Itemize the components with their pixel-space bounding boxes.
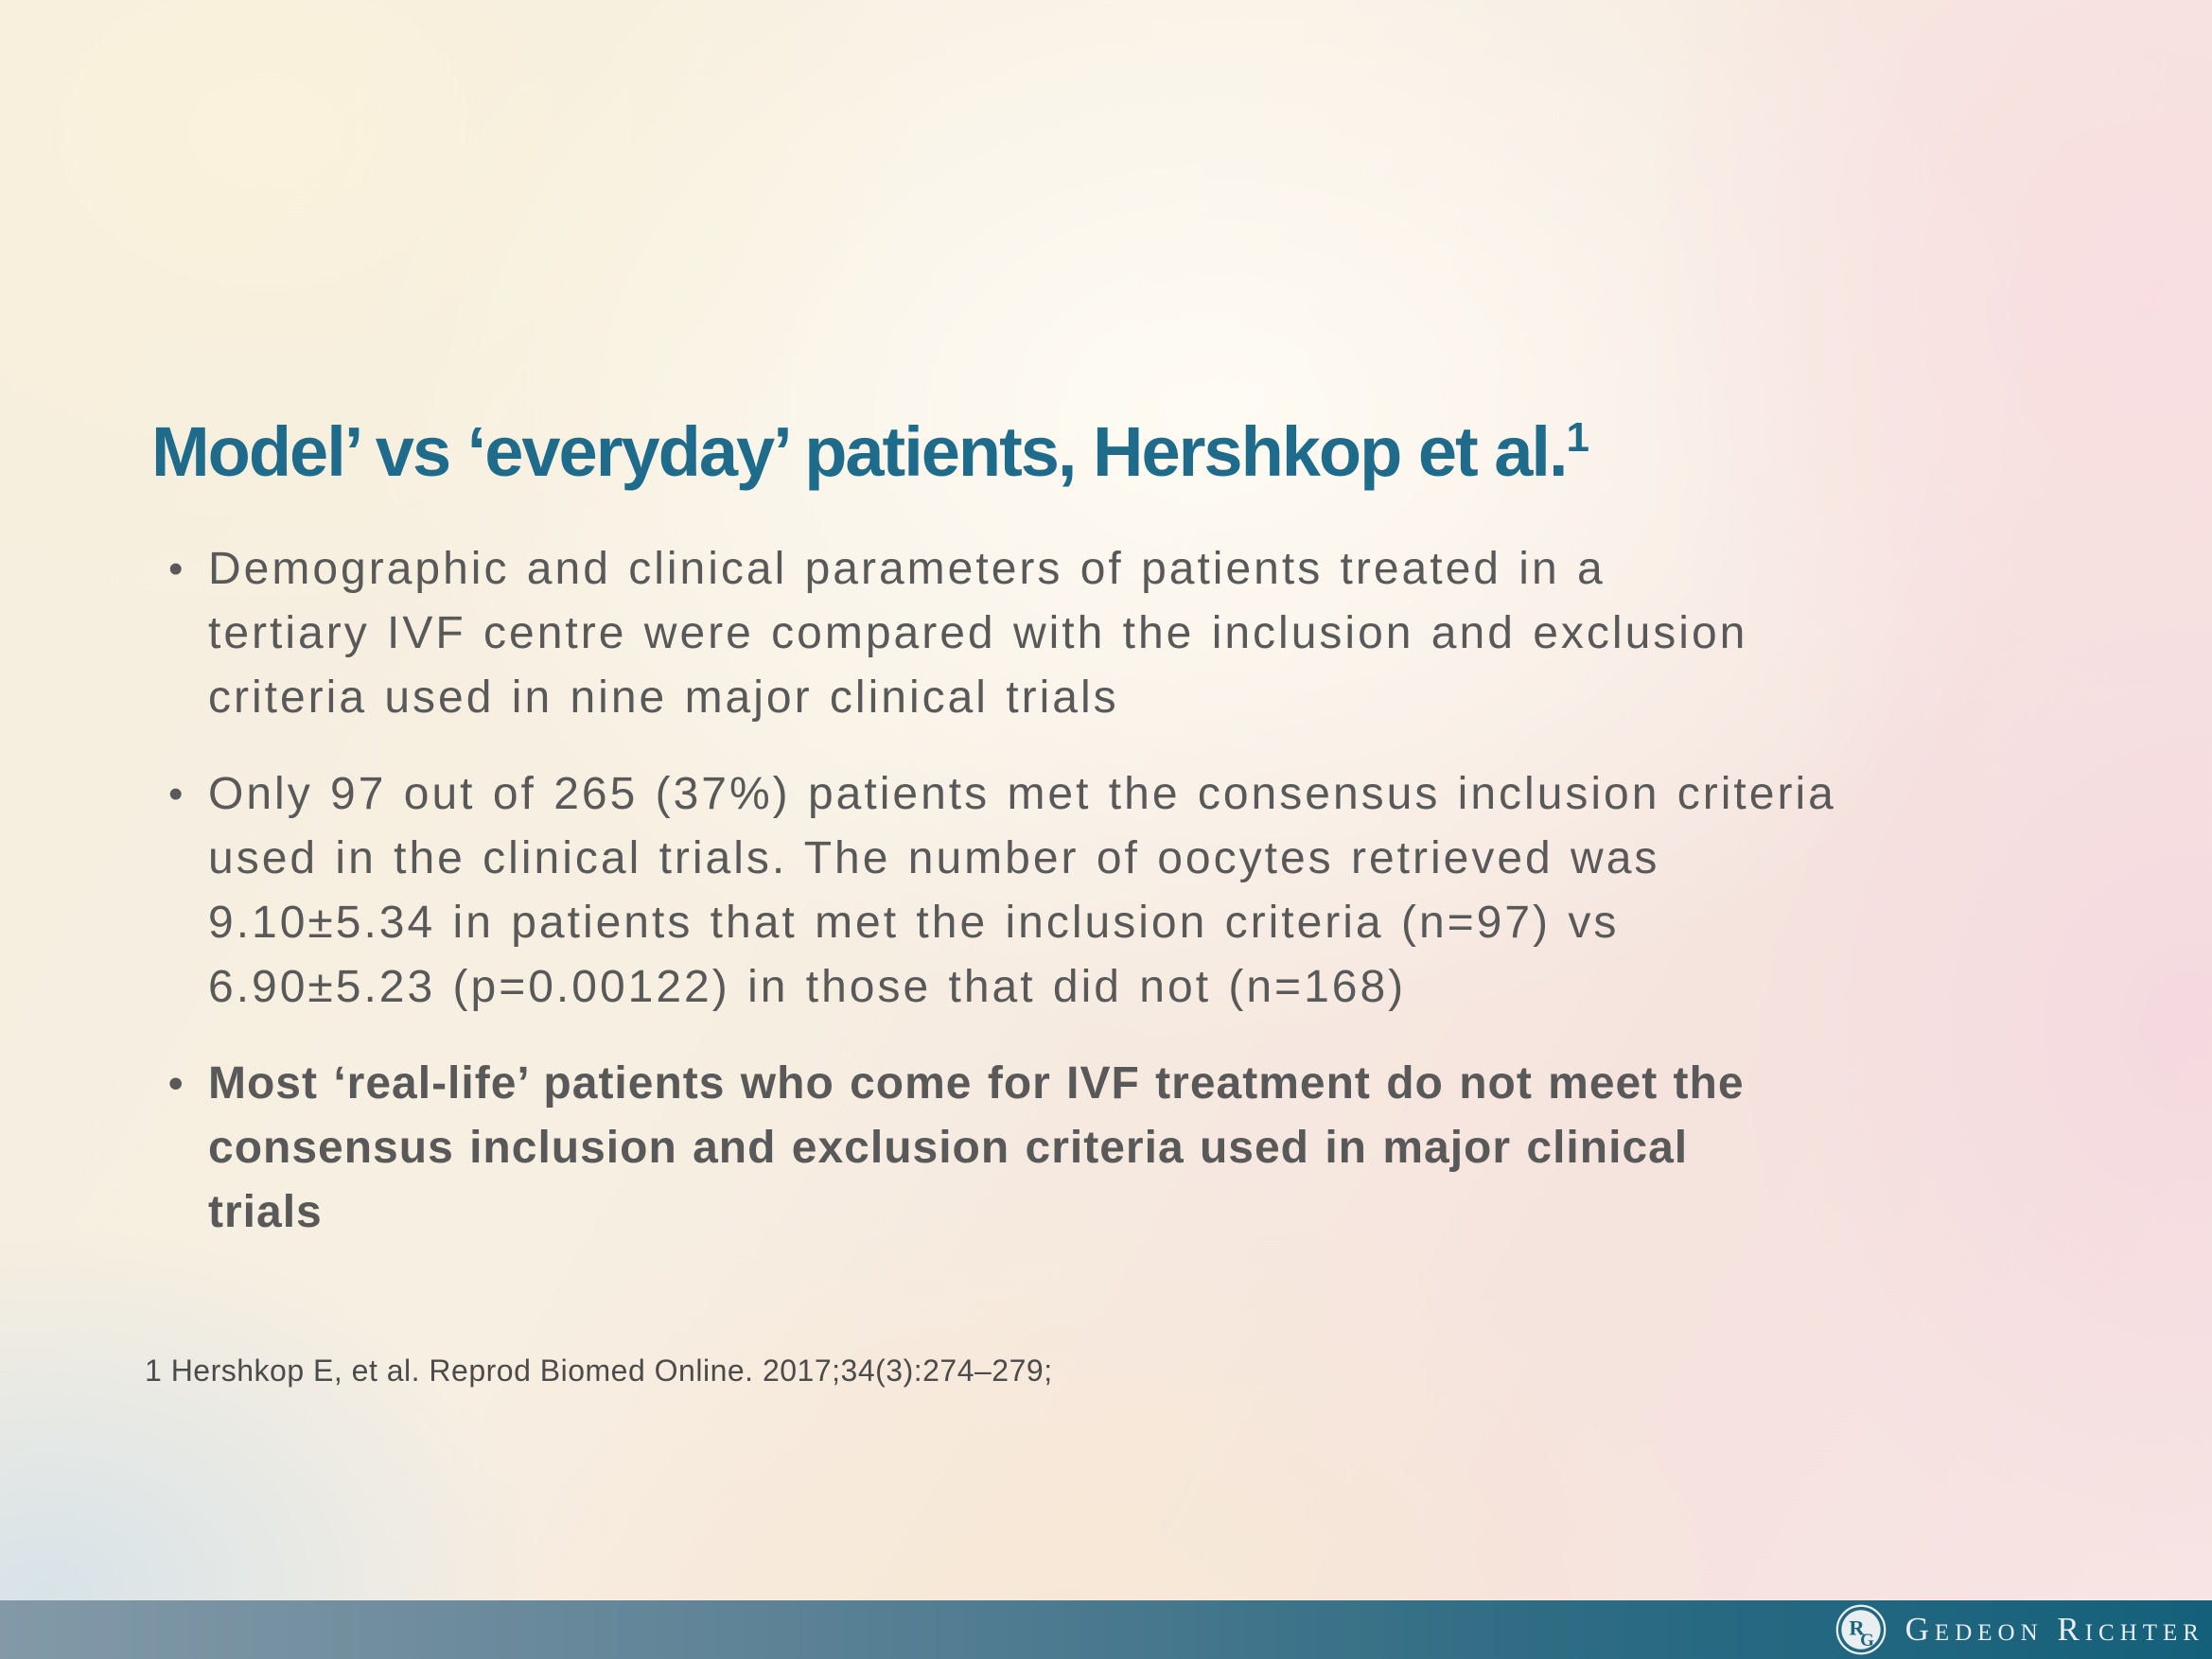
title-reference-marker: 1 [1566,414,1590,461]
bullet-item [151,537,2081,730]
bullet-line: tertiary IVF centre were compared with the inclusion and exclusion [208,608,1748,658]
bullet-line: consensus inclusion and exclusion criteria used in major clinical [208,1123,1689,1173]
bullet-item-key-message [151,1052,2081,1245]
reference-footnote: 1 Hershkop E, et al. Reprod Biomed Online. 2017;34(3):274–279; [145,1353,1053,1388]
bullet-line: • Most ‘real-life’ patients who come for IVF treatment do not meet the [208,1058,1745,1109]
bullet-line: criteria used in nine major clinical trials [208,672,1119,723]
bullet-line: • Demographic and clinical parameters of patients treated in a [208,544,1606,594]
page-title-text: Model’ vs ‘everyday’ patients, Hershkop et al. [151,412,1567,491]
brand-wordmark: Gedeon Richter [1905,1611,2204,1648]
bullet-line: 6.90±5.23 (p=0.00122) in those that did not (n=168) [208,962,1407,1012]
bullet-line: used in the clinical trials. The number of oocytes retrieved was [208,833,1660,883]
bullet-line: • Only 97 out of 265 (37%) patients met the consensus inclusion criteria [208,769,1836,819]
gedeon-richter-logo-icon [1835,1604,1887,1655]
logo-letter-g: G [1859,1631,1874,1651]
bullet-item [151,762,2081,1020]
bullet-line: trials [208,1187,323,1237]
bullet-line: 9.10±5.34 in patients that met the inclusion criteria (n=97) vs [208,898,1620,948]
bullet-list [151,537,2081,1277]
footer-bar [0,1600,2212,1659]
page-title [151,414,1589,500]
logo-letter-r: R [1849,1615,1865,1640]
